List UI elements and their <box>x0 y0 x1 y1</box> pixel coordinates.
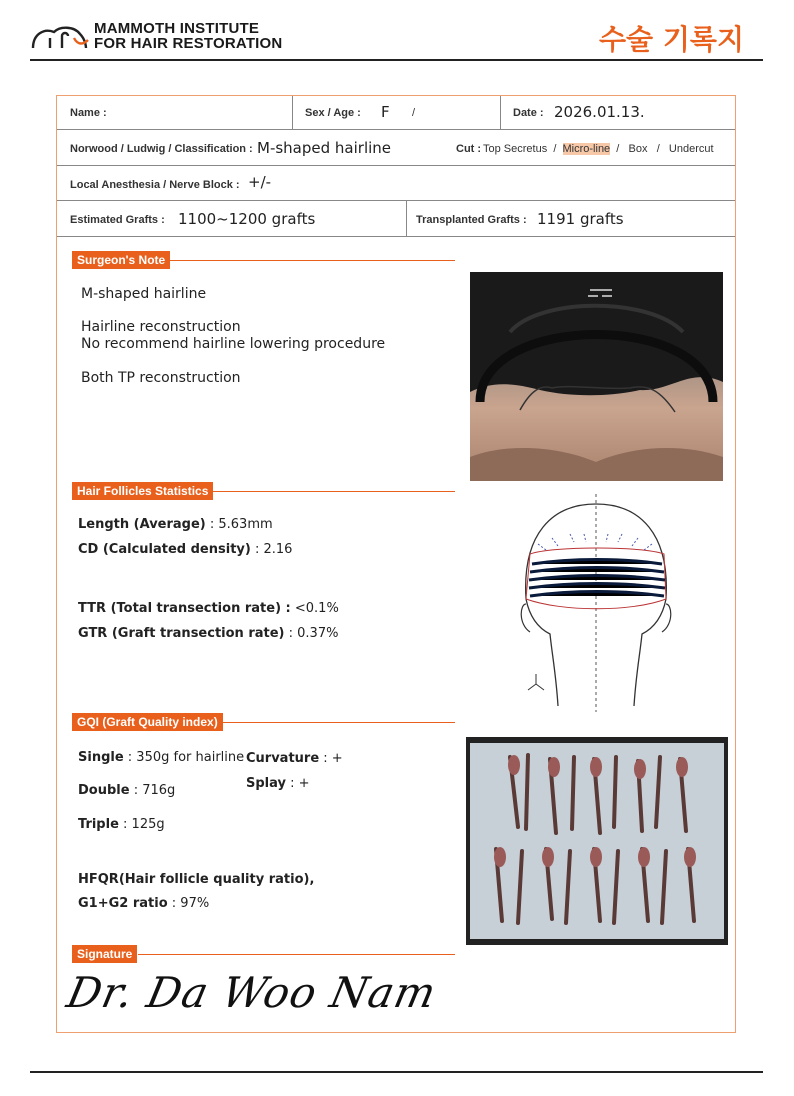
cd-label: CD (Calculated density) <box>78 542 251 557</box>
ttr-value: <0.1% <box>294 601 339 616</box>
date-label: Date : <box>513 107 544 119</box>
g1g2-label: G1+G2 ratio <box>78 896 168 911</box>
estimated-grafts-field[interactable]: 1100~1200 grafts <box>178 210 316 228</box>
sex-field[interactable]: F <box>381 103 390 121</box>
follicle-stats-heading: Hair Follicles Statistics <box>72 482 213 500</box>
gtr-label: GTR (Graft transection rate) <box>78 626 285 641</box>
row-divider <box>57 129 735 130</box>
institute-line2: FOR HAIR RESTORATION <box>94 35 283 52</box>
cd-value: : 2.16 <box>254 542 293 557</box>
double-stat <box>78 783 175 798</box>
classification-label: Norwood / Ludwig / Classification : <box>70 143 253 155</box>
single-value: : 350g for hairline <box>127 750 245 765</box>
length-stat <box>78 517 273 532</box>
surgeon-note-line: M-shaped hairline <box>81 286 207 302</box>
name-label: Name : <box>70 107 107 119</box>
section-rule <box>210 491 455 492</box>
estimated-grafts-label: Estimated Grafts : <box>70 214 165 226</box>
institute-line1: MAMMOTH INSTITUTE <box>94 20 260 37</box>
length-label: Length (Average) <box>78 517 206 532</box>
g1g2-value: : 97% <box>171 896 210 911</box>
splay-value: : + <box>290 776 310 791</box>
column-divider <box>406 201 407 236</box>
row-divider <box>57 200 735 201</box>
patient-hairline-photo <box>470 272 723 481</box>
hfqr-label: HFQR(Hair follicle quality ratio), <box>78 872 315 887</box>
ttr-label: TTR (Total transection rate) : <box>78 601 291 616</box>
cut-option-undercut[interactable]: Undercut <box>668 143 714 155</box>
g1g2-stat <box>78 896 209 911</box>
anesthesia-field[interactable]: +/- <box>248 173 272 191</box>
sex-age-label: Sex / Age : <box>305 107 361 119</box>
single-label: Single <box>78 750 124 765</box>
triple-value: : 125g <box>123 817 165 832</box>
anesthesia-label: Local Anesthesia / Nerve Block : <box>70 179 240 191</box>
curvature-label: Curvature <box>246 751 320 766</box>
transplanted-grafts-field[interactable]: 1191 grafts <box>537 210 624 228</box>
row-divider <box>57 236 735 237</box>
length-value: : 5.63mm <box>209 517 273 532</box>
mammoth-logo-icon <box>30 20 90 54</box>
gtr-stat <box>78 626 338 641</box>
header-rule <box>30 59 763 61</box>
footer-rule <box>30 1071 763 1073</box>
transplanted-grafts-label: Transplanted Grafts : <box>416 214 527 226</box>
sex-age-separator: / <box>412 107 416 119</box>
triple-stat <box>78 817 165 832</box>
curvature-stat <box>246 751 343 766</box>
cut-option-box[interactable]: Box <box>628 143 648 155</box>
section-rule <box>168 260 455 261</box>
cut-option-micro-line[interactable]: Micro-line <box>562 143 611 155</box>
ttr-stat <box>78 601 339 616</box>
double-label: Double <box>78 783 130 798</box>
surgeon-note-line: Hairline reconstruction <box>81 319 241 335</box>
signature-heading: Signature <box>72 945 137 963</box>
cd-stat <box>78 542 292 557</box>
surgeon-note-line: No recommend hairline lowering procedure <box>81 336 386 352</box>
document-title: 수술 기록지 <box>599 23 744 56</box>
section-rule <box>138 954 455 955</box>
section-rule <box>220 722 455 723</box>
single-stat <box>78 750 244 765</box>
donor-area-diagram <box>512 494 682 712</box>
graft-microscope-photo <box>466 737 728 945</box>
row-divider <box>57 165 735 166</box>
date-field[interactable]: 2026.01.13. <box>554 103 645 121</box>
gtr-value: : 0.37% <box>288 626 339 641</box>
cut-option-top-secretus[interactable]: Top Secretus <box>483 143 548 155</box>
gqi-heading: GQI (Graft Quality index) <box>72 713 223 731</box>
surgeon-note-line: Both TP reconstruction <box>81 370 241 386</box>
institute-name <box>94 21 282 51</box>
cut-label: Cut : <box>456 143 482 155</box>
double-value: : 716g <box>133 783 176 798</box>
surgeon-signature: Dr. Da Woo Nam <box>62 968 441 1017</box>
column-divider <box>500 96 501 129</box>
curvature-value: : + <box>323 751 343 766</box>
splay-stat <box>246 776 310 791</box>
column-divider <box>292 96 293 129</box>
splay-label: Splay <box>246 776 286 791</box>
surgeons-note-heading: Surgeon's Note <box>72 251 170 269</box>
classification-field[interactable]: M-shaped hairline <box>257 139 392 157</box>
cut-options: Top Secretus / Micro-line / Box / Undercut <box>483 143 714 155</box>
triple-label: Triple <box>78 817 119 832</box>
